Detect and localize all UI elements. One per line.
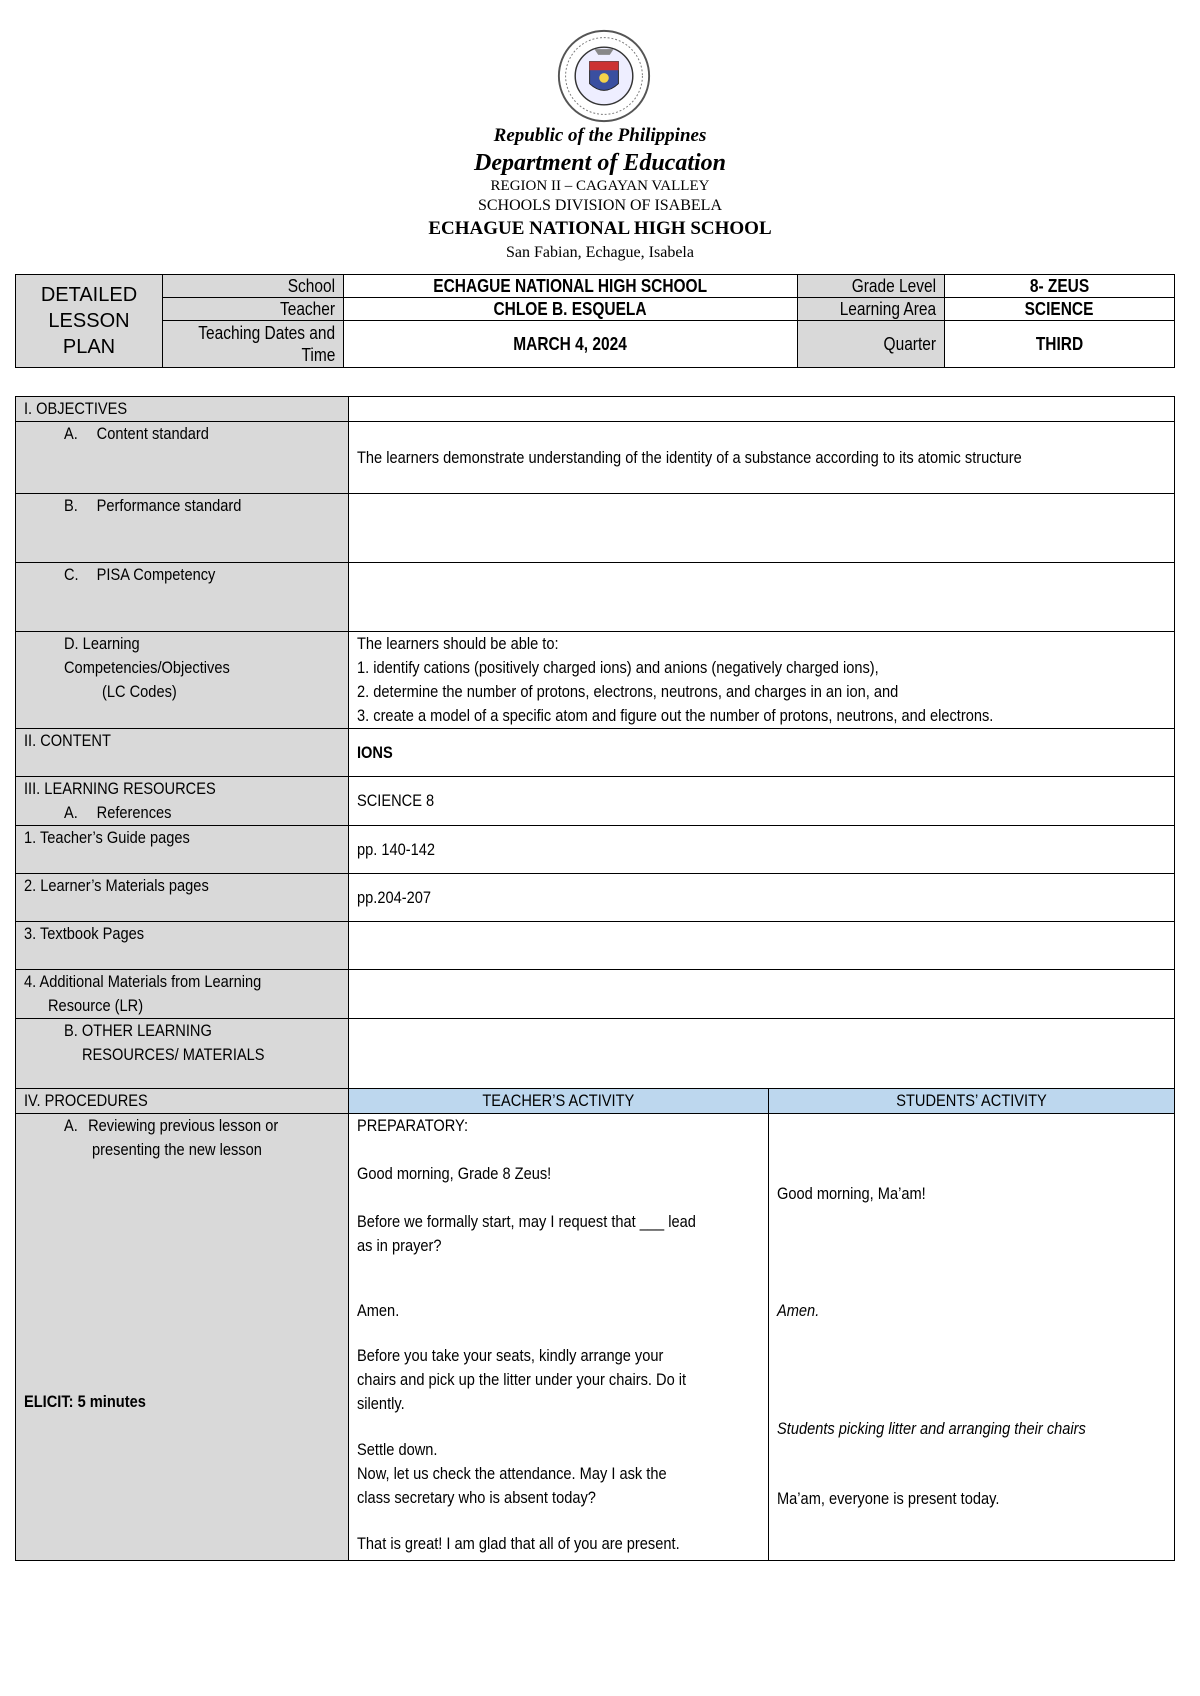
other-resources-label: B. OTHER LEARNING RESOURCES/ MATERIALS	[16, 1019, 349, 1089]
additional-materials-label: 4. Additional Materials from Learning Resource (LR)	[16, 970, 349, 1019]
textbook-pages-label: 3. Textbook Pages	[16, 922, 349, 970]
learners-materials-label: 2. Learner’s Materials pages	[16, 874, 349, 922]
teachers-guide-value: pp. 140-142	[349, 826, 1175, 874]
other-resources-value	[349, 1019, 1175, 1089]
reviewing-lesson-label: A. Reviewing previous lesson or presenting the new lesson ELICIT: 5 minutes	[16, 1114, 349, 1561]
division-line: SCHOOLS DIVISION OF ISABELA	[477, 197, 722, 214]
pisa-competency-label: C. PISA Competency	[16, 563, 349, 632]
teachers-guide-label: 1. Teacher’s Guide pages	[16, 826, 349, 874]
learning-competencies-value: The learners should be able to: 1. identify cations (positively charged ions) and anions (negatively charged ions), 2. determine the number of protons, electrons, neutrons, and charges in an ion, and 3. create a model of a specific atom and figure out the number of protons, neutrons, and electrons.	[349, 632, 1175, 729]
department-line: Department of Education	[473, 150, 726, 176]
teacher-label: Teacher	[163, 298, 344, 321]
elicit-duration: ELICIT: 5 minutes	[24, 1392, 146, 1411]
additional-materials-value	[349, 970, 1175, 1019]
school-name-line: ECHAGUE NATIONAL HIGH SCHOOL	[428, 218, 772, 239]
school-address-line: San Fabian, Echague, Isabela	[506, 244, 694, 261]
region-line: REGION II – CAGAYAN VALLEY	[490, 178, 710, 194]
procedures-heading: IV. PROCEDURES	[16, 1089, 349, 1114]
objectives-heading-value	[349, 397, 1175, 422]
content-value: IONS	[349, 729, 1175, 777]
content-heading: II. CONTENT	[16, 729, 349, 777]
quarter-label: Quarter	[798, 321, 945, 368]
students-activity-cell: Good morning, Ma’am! Amen. Students picking litter and arranging their chairs Ma’am, everyone is present today.	[769, 1114, 1175, 1561]
performance-standard-label: B. Performance standard	[16, 494, 349, 563]
objectives-heading: I. OBJECTIVES	[16, 397, 349, 422]
learning-area-value: SCIENCE	[945, 298, 1175, 321]
lesson-plan-main-table	[15, 396, 1175, 1561]
teaching-dates-label: Teaching Dates and Time	[163, 321, 344, 368]
teaching-dates-value: MARCH 4, 2024	[344, 321, 798, 368]
learning-competencies-label: D. Learning Competencies/Objectives (LC Codes)	[16, 632, 349, 729]
pisa-competency-value	[349, 563, 1175, 632]
teachers-activity-heading: TEACHER’S ACTIVITY	[349, 1089, 769, 1114]
textbook-pages-value	[349, 922, 1175, 970]
detailed-lesson-plan-title: DETAILED LESSON PLAN	[16, 275, 163, 368]
grade-level-label: Grade Level	[798, 275, 945, 298]
school-label: School	[163, 275, 344, 298]
lesson-plan-info-table	[15, 274, 1175, 368]
content-standard-value: The learners demonstrate understanding of the identity of a substance according to its atomic structure	[349, 422, 1175, 494]
school-value: ECHAGUE NATIONAL HIGH SCHOOL	[344, 275, 798, 298]
republic-line: Republic of the Philippines	[493, 125, 707, 146]
references-value: SCIENCE 8	[349, 777, 1175, 826]
students-activity-heading: STUDENTS’ ACTIVITY	[769, 1089, 1175, 1114]
deped-seal-icon	[556, 28, 652, 124]
grade-level-value: 8- ZEUS	[945, 275, 1175, 298]
performance-standard-value	[349, 494, 1175, 563]
teacher-value: CHLOE B. ESQUELA	[344, 298, 798, 321]
learners-materials-value: pp.204-207	[349, 874, 1175, 922]
content-standard-label: A. Content standard	[16, 422, 349, 494]
learning-area-label: Learning Area	[798, 298, 945, 321]
teachers-activity-cell: PREPARATORY: Good morning, Grade 8 Zeus! Before we formally start, may I request that ___ lead as in prayer? Amen. Before you take your seats, kindly arrange your chairs and pick up the litter under your chairs. Do it silently. Settle down. Now, let us check the attendance. May I ask the class secretary who is absent today? That is great! I am glad that all of you are present.	[349, 1114, 769, 1561]
quarter-value: THIRD	[945, 321, 1175, 368]
learning-resources-heading: III. LEARNING RESOURCES A. References	[16, 777, 349, 826]
